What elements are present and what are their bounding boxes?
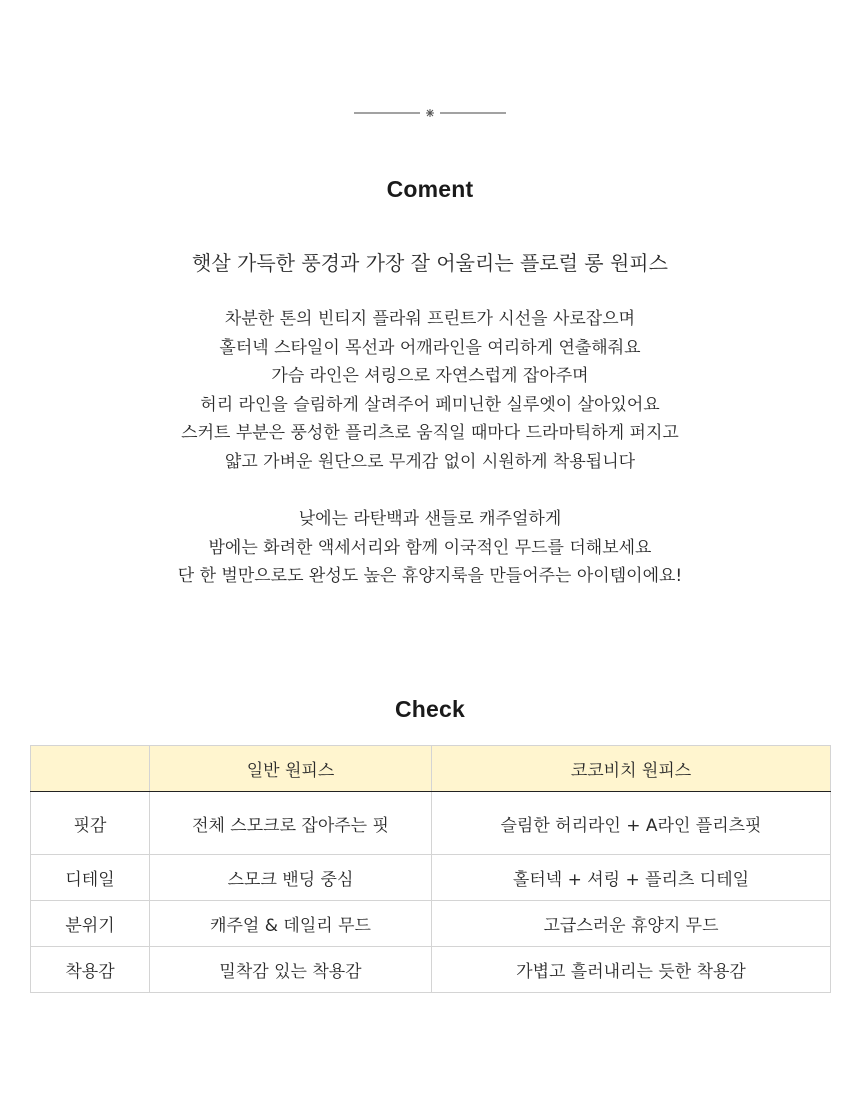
description-line: 밤에는 화려한 액세서리와 함께 이국적인 무드를 더해보세요 xyxy=(208,537,652,558)
row-label: 착용감 xyxy=(31,947,150,993)
row-label: 디테일 xyxy=(31,855,150,901)
table-header-cell-general-dress: 일반 원피스 xyxy=(150,746,432,792)
row-label: 핏감 xyxy=(31,792,150,855)
table-cell: 슬림한 허리라인 + A라인 플리츠핏 xyxy=(432,792,831,855)
table-cell: 가볍고 흘러내리는 듯한 착용감 xyxy=(432,947,831,993)
description-line: 차분한 톤의 빈티지 플라워 프린트가 시선을 사로잡으며 xyxy=(224,309,636,329)
description-paragraph-2 xyxy=(0,505,860,591)
table-cell: 홀터넥 + 셔링 + 플리츠 디테일 xyxy=(432,855,831,901)
table-row xyxy=(31,855,831,901)
table-cell: 고급스러운 휴양지 무드 xyxy=(432,901,831,947)
asterisk-ornament-icon xyxy=(426,109,434,117)
description-paragraph-1 xyxy=(0,305,860,477)
comparison-table xyxy=(30,745,831,993)
section-divider xyxy=(0,103,860,123)
table-cell: 캐주얼 & 데일리 무드 xyxy=(150,901,432,947)
table-cell: 스모크 밴딩 중심 xyxy=(150,855,432,901)
description-line: 가슴 라인은 셔링으로 자연스럽게 잡아주며 xyxy=(271,366,589,387)
divider-ornament xyxy=(350,103,510,123)
table-row xyxy=(31,901,831,947)
table-cell: 밀착감 있는 착용감 xyxy=(150,947,432,993)
table-header-cell-cocobeach-dress: 코코비치 원피스 xyxy=(432,746,831,792)
description-line: 얇고 가벼운 원단으로 무게감 없이 시원하게 착용됩니다 xyxy=(224,451,636,472)
coment-section-title: Coment xyxy=(386,176,474,202)
description-line: 단 한 벌만으로도 완성도 높은 휴양지룩을 만들어주는 아이템이에요! xyxy=(177,566,683,587)
description-line: 스커트 부분은 풍성한 플리츠로 움직일 때마다 드라마틱하게 퍼지고 xyxy=(181,423,679,444)
description-line: 허리 라인을 슬림하게 살려주어 페미닌한 실루엣이 살아있어요 xyxy=(200,394,660,415)
description-line: 홀터넥 스타일이 목선과 어깨라인을 여리하게 연출해줘요 xyxy=(219,337,641,358)
check-section-title: Check xyxy=(394,696,466,722)
description-line: 낮에는 라탄백과 샌들로 캐주얼하게 xyxy=(298,509,562,529)
table-header-cell-empty xyxy=(31,746,150,792)
table-header-row xyxy=(31,746,831,792)
row-label: 분위기 xyxy=(31,901,150,947)
table-cell: 전체 스모크로 잡아주는 핏 xyxy=(150,792,432,855)
product-headline: 햇살 가득한 풍경과 가장 잘 어울리는 플로럴 롱 원피스 xyxy=(192,251,668,275)
table-row xyxy=(31,947,831,993)
table-row xyxy=(31,792,831,855)
